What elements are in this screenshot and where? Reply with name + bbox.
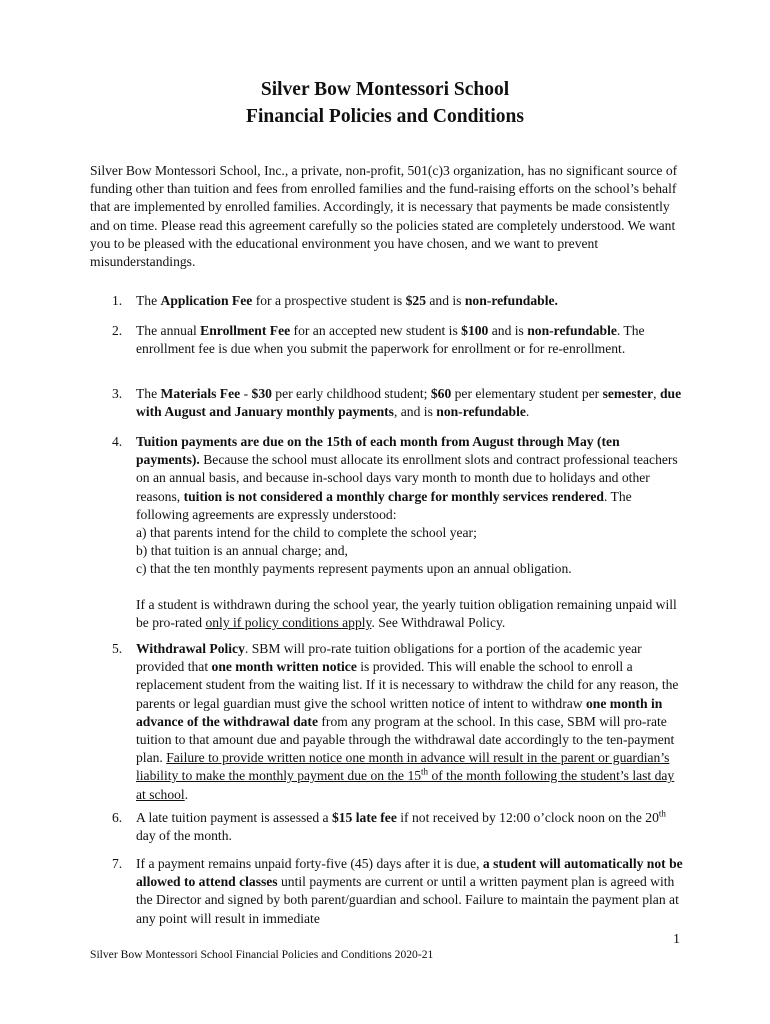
item-bold: $15 late fee	[331, 810, 397, 825]
item-text: until payments are current or until a written payment plan is agreed with the Director and signed by both parent/guardian and school. Failure to maintain the payment plan at any point will result in immediate	[136, 874, 679, 926]
list-item-5	[112, 640, 684, 804]
item-text: ,	[653, 386, 660, 401]
item-bold: one month in advance of the withdrawal date	[136, 695, 663, 729]
item-number: 7.	[112, 856, 123, 871]
item-number: 1.	[112, 293, 123, 308]
intro-paragraph: Silver Bow Montessori School, Inc., a private, non-profit, 501(c)3 organization, has no significant source of funding other than tuition and fees from enrolled families and the fund-raising efforts on the school’s behalf that are implemented by enrolled families. Accordingly, it is necessary that payments be made consistently and on time. Please read this agreement carefully so the policies stated are completely understood. We want you to be pleased with the educational environment you have chosen, and we want to prevent misunderstandings.	[90, 163, 678, 270]
item-text: per elementary student per	[451, 386, 603, 401]
item-text: If a payment remains unpaid forty-five (45) days after it is due,	[136, 856, 483, 871]
item-number: 6.	[112, 810, 123, 825]
list-item-2	[112, 322, 684, 358]
item-bold: $60	[430, 386, 452, 401]
list-item-3	[112, 385, 684, 421]
item-text: .	[525, 404, 530, 420]
item-number: 3.	[112, 386, 123, 401]
item-text: is provided. This will enable the school to enroll a replacement student from the waiting list. If it is necessary to withdraw the child for any reason, the parents or legal guardian must give the school written notice of intent to withdraw	[136, 659, 679, 711]
item-bold: non-refundable	[436, 404, 526, 420]
item-bold: $25	[405, 293, 426, 308]
item-text: Because the school must allocate its enrollment slots and contract professional teachers on an annual basis, and because in-school days vary month to month due to holidays and other reasons,	[136, 452, 678, 504]
item-underlined-text: of the month following the student’s last day at school	[136, 768, 675, 802]
item-bold: non-refundable	[527, 323, 617, 338]
item-bold: $100	[461, 323, 489, 338]
item-bold: tuition is not considered a monthly charge for monthly services rendered	[183, 488, 604, 504]
item-text: . The following agreements are expressly understood:	[136, 488, 632, 522]
withdrawal-note-paragraph	[136, 596, 684, 632]
item-text: . See Withdrawal Policy.	[371, 614, 506, 630]
item-text: day of the month.	[136, 828, 232, 844]
item-bold: a student will automatically not be allowed to attend classes	[136, 856, 683, 890]
item-number: 2.	[112, 323, 123, 338]
item-bold: semester	[602, 386, 654, 401]
sub-item-c: c) that the ten monthly payments represent payments upon an annual obligation.	[136, 561, 572, 577]
item-text: A late tuition payment is assessed a	[136, 810, 332, 825]
item-text: and is	[488, 323, 528, 338]
page-number: 1	[673, 932, 680, 947]
item-underlined-text: Failure to provide written notice one month in advance will result in the parent or guardian’s liability to make the monthly payment due on the 15	[136, 750, 670, 784]
item-text: . The enrollment fee is due when you submit the paperwork for enrollment or for re-enrollment.	[136, 323, 645, 357]
item-text: The annual	[136, 323, 201, 338]
list-item-1	[112, 292, 684, 310]
list-item-4	[112, 433, 684, 632]
item-text: and is	[425, 293, 465, 308]
document-subtitle: Financial Policies and Conditions	[246, 106, 524, 127]
item-bold: non-refundable.	[464, 293, 558, 308]
document-title: Silver Bow Montessori School	[260, 79, 510, 100]
item-text: from any program at the school. In this case, SBM will pro-rate tuition to that amount due and payable through the withdrawal date accordingly to the ten-payment plan.	[136, 713, 675, 766]
item-text: The	[136, 293, 161, 308]
item-bold: Enrollment Fee	[200, 323, 291, 338]
item-text: If a student is withdrawn during the school year, the yearly tuition obligation remaining unpaid will be pro-rated	[136, 596, 677, 630]
item-bold: Tuition payments are due on the 15th of each month from August through May (ten payments).	[136, 434, 620, 468]
ordinal-suffix: th	[658, 808, 666, 819]
ordinal-suffix: th	[421, 766, 429, 777]
item-underlined: only if policy conditions apply	[205, 614, 372, 630]
item-text: for an accepted new student is	[290, 323, 462, 338]
item-text: if not received by 12:00 o’clock noon on the 20	[396, 810, 659, 825]
list-item-7	[112, 855, 684, 928]
item-bold: due with August and January monthly payments	[136, 386, 682, 420]
item-text: for a prospective student is	[252, 293, 406, 308]
item-text: -	[240, 386, 252, 401]
list-item-6	[112, 809, 684, 845]
item-text: The	[136, 386, 161, 401]
page-footer: Silver Bow Montessori School Financial Policies and Conditions 2020-21	[90, 948, 434, 961]
item-bold: one month written notice	[211, 659, 357, 675]
item-number: 5.	[112, 641, 123, 656]
sub-item-a: a) that parents intend for the child to complete the school year;	[136, 525, 477, 541]
item-bold: Materials Fee	[160, 386, 241, 401]
item-bold: $30	[251, 386, 272, 401]
item-text: .	[184, 786, 189, 802]
item-underlined	[136, 750, 674, 801]
sub-item-b: b) that tuition is an annual charge; and,	[136, 543, 348, 559]
item-bold: Withdrawal Policy	[136, 641, 245, 656]
item-number: 4.	[112, 434, 123, 449]
item-text: , and is	[393, 404, 437, 420]
item-bold: Application Fee	[160, 293, 253, 308]
item-text: . SBM will pro-rate tuition obligations for a portion of the academic year provided that	[136, 641, 642, 675]
item-text: per early childhood student;	[271, 386, 431, 401]
